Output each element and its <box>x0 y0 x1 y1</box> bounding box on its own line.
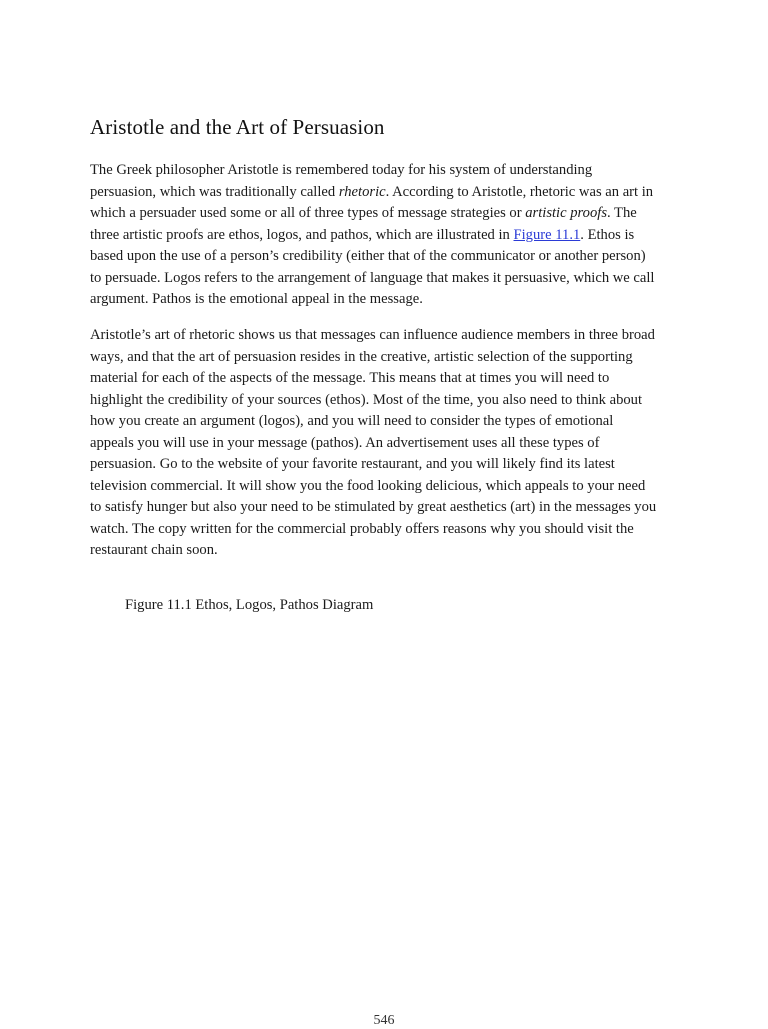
figure-link[interactable]: Figure 11.1 <box>513 226 581 243</box>
term-artistic-proofs: artistic proofs <box>525 205 607 221</box>
paragraph-rhetoric: Aristotle’s art of rhetoric shows us that messages can influence audience members in three broad ways, and that the art of persuasion resides in the creative, artistic selection of the supporting material for each of the aspects of the message. This means that at times you will need to highlight the credibility of your sources (ethos). Most of the time, you also need to think about how you create an argument (logos), and you will need to consider the types of emotional appeals you will use in your message (pathos). An advertisement uses all these types of persuasion. Go to the website of your favorite restaurant, and you will likely find its latest television commercial. It will show you the food looking delicious, which appeals to your need to satisfy hunger but also your need to be stimulated by great aesthetics (art) in the messages you watch. The copy written for the commercial probably offers reasons why you should visit the restaurant chain soon. <box>90 327 657 558</box>
term-rhetoric: rhetoric <box>338 183 386 200</box>
figure-caption: Figure 11.1 Ethos, Logos, Pathos Diagram <box>125 597 374 613</box>
paragraph-intro-text-1: The Greek philosopher Aristotle is remembered today for his system of understanding persuasion, which was traditionally called <box>90 162 593 200</box>
paragraph-intro-text-2: . According to Aristotle, rhetoric was an art in which a persuader used some or all of three types of message strategies or <box>90 183 654 221</box>
page-number: 546 <box>373 1013 395 1028</box>
section-title: Aristotle and the Art of Persuasion <box>90 115 385 139</box>
paragraph-intro-text-3: . The three artistic proofs are ethos, logos, and pathos, which are illustrated in <box>90 205 637 243</box>
paragraph-intro-text-4: . Ethos is based upon the use of a person’s credibility (either that of the communicator or another person) to persuade. Logos refers to the arrangement of language that makes it persuasive, which we call argument. Pathos is the emotional appeal in the message. <box>90 226 655 307</box>
paragraph-intro <box>90 160 658 311</box>
